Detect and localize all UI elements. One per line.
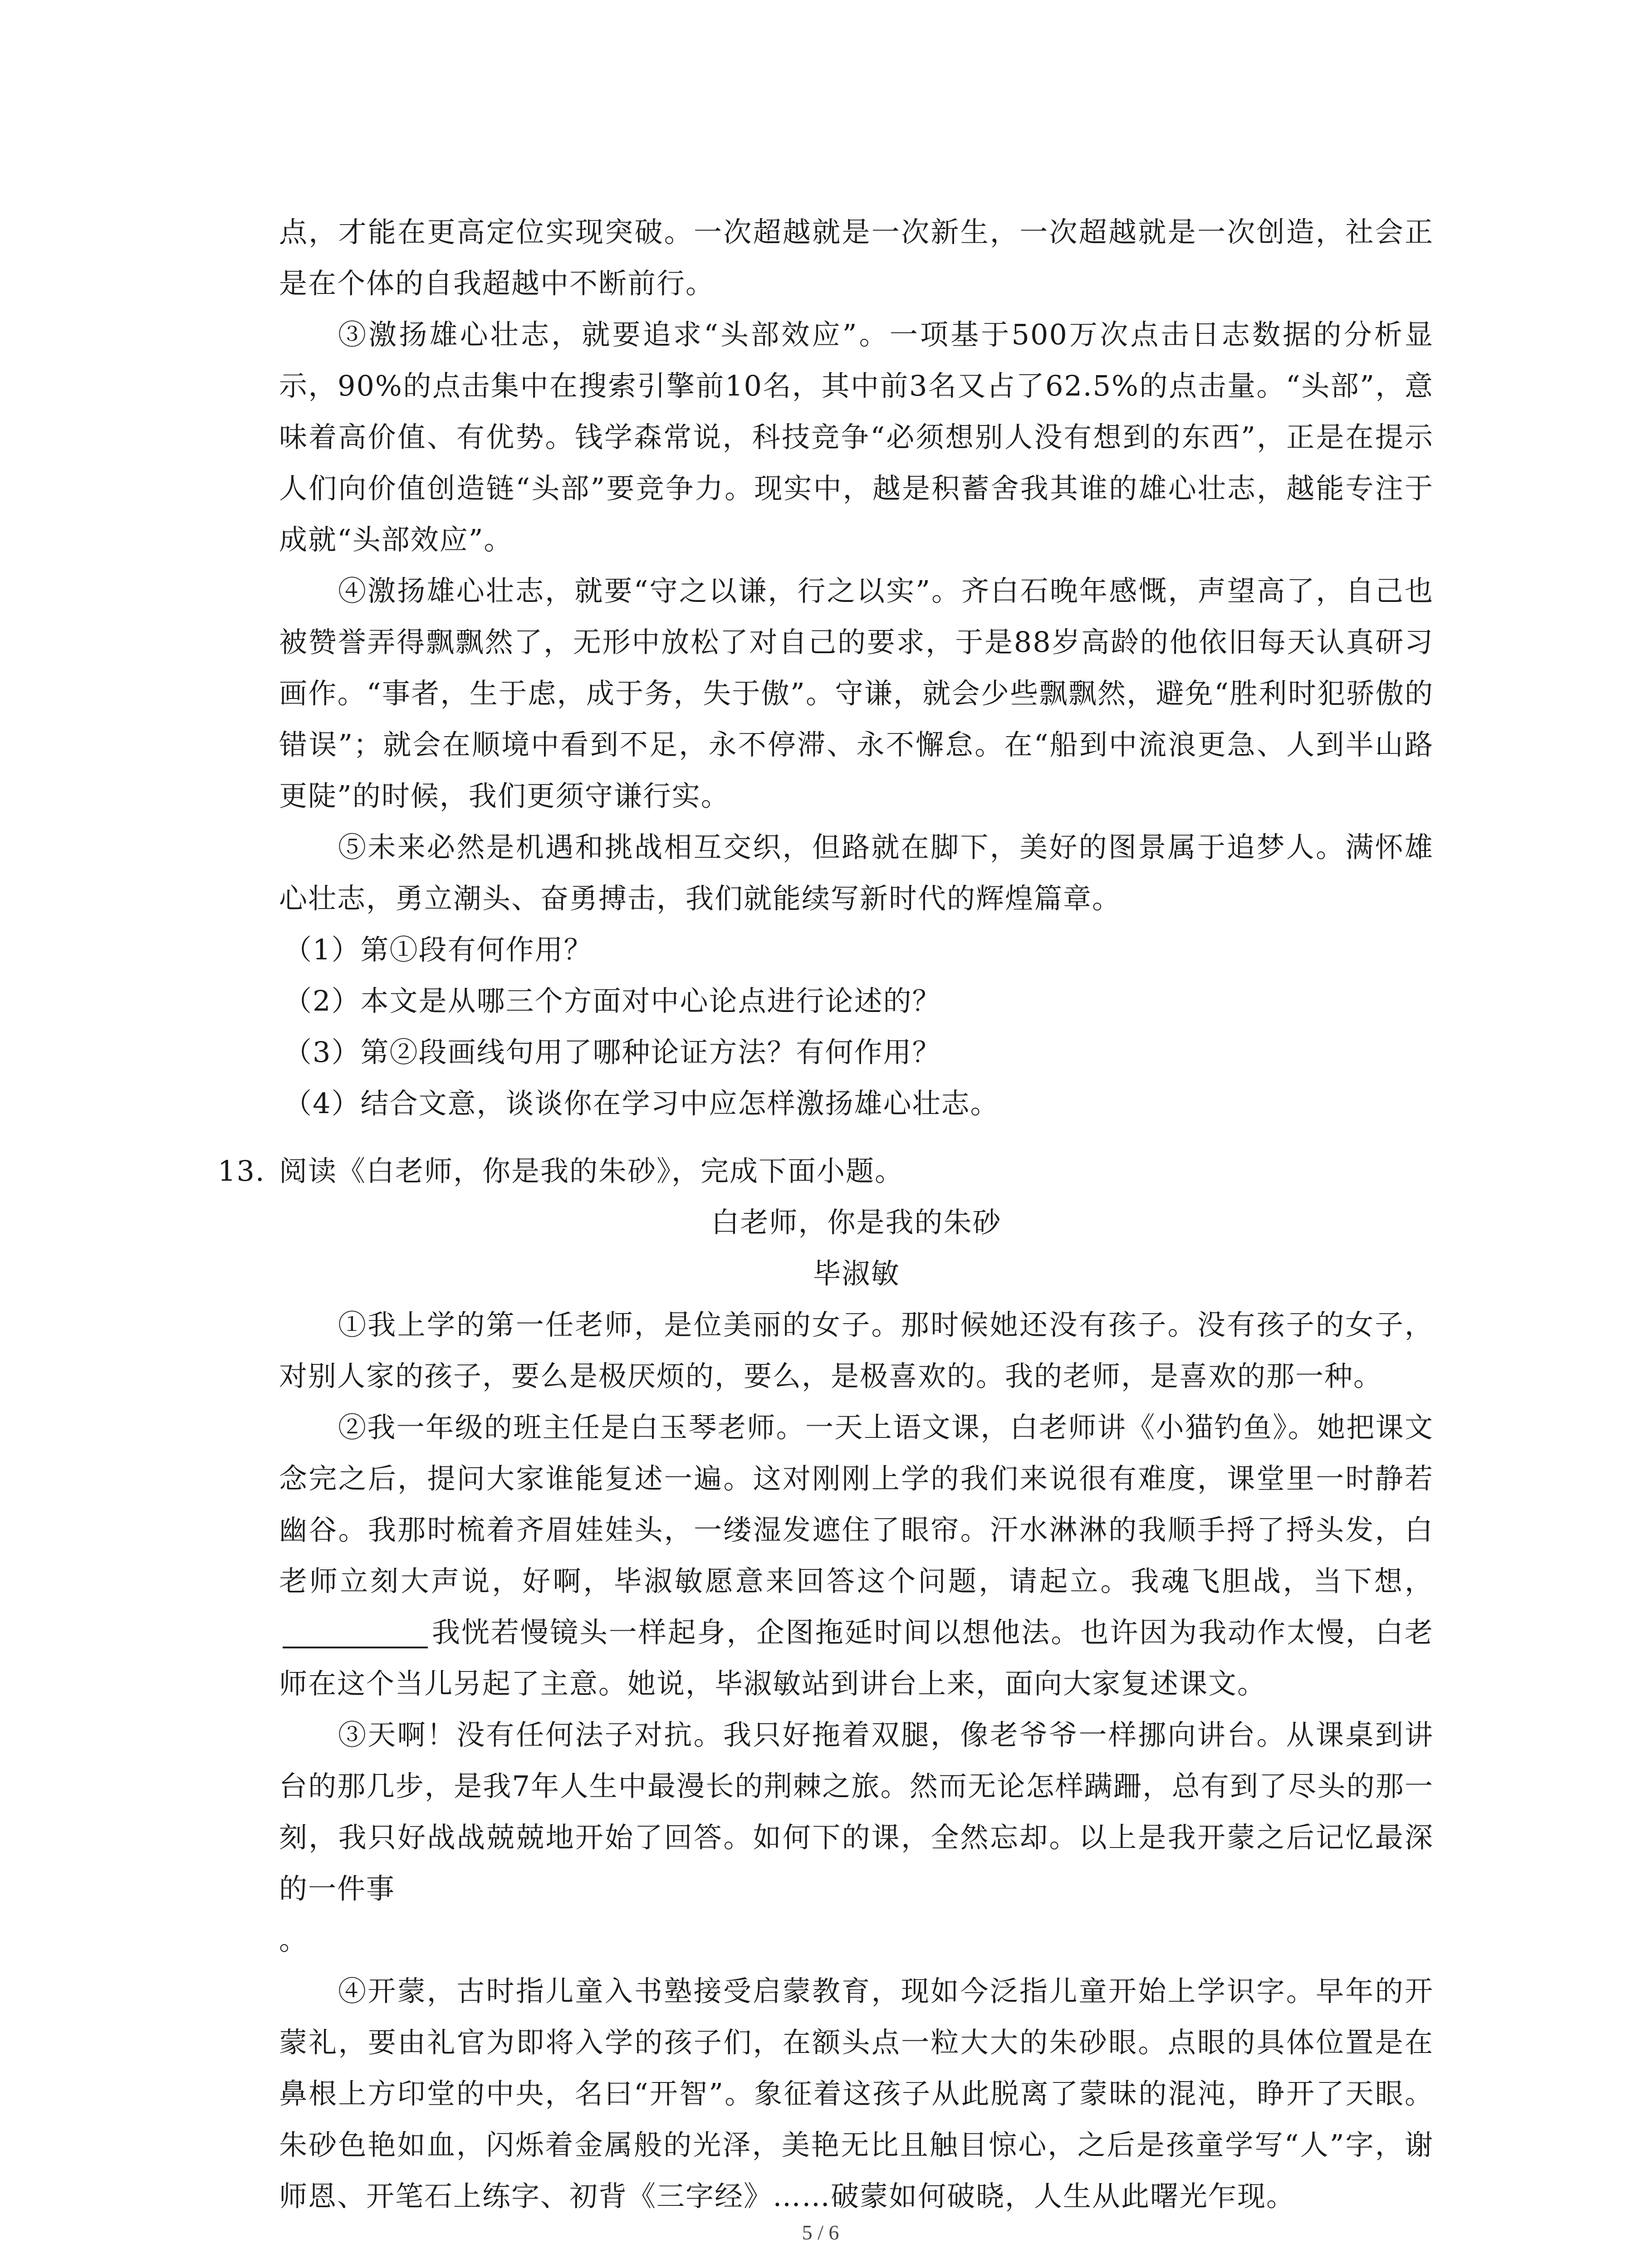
passage12-paragraph-continued: 点，才能在更高定位实现突破。一次超越就是一次新生，一次超越就是一次创造，社会正是在个体的自我超越中不断前行。 — [279, 215, 1434, 300]
question-item-3: （3）第②段画线句用了哪种论证方法？有何作用？ — [284, 1036, 941, 1069]
question-item-1: （1）第①段有何作用？ — [284, 933, 593, 966]
question-number: 13. — [218, 1154, 265, 1188]
page-number: 5 / 6 — [802, 2221, 839, 2244]
passage12-paragraph-4: ④激扬雄心壮志，就要“守之以谦，行之以实”。齐白石晚年感慨，声望高了，自己也被赞誉弄得飘飘然了，无形中放松了对自己的要求，于是88岁高龄的他依旧每天认真研习画作。“事者，生于虑，成于务，失于傲”。守谦，就会少些飘飘然，避免“胜利时犯骄傲的错误”；就会在顺境中看到不足，永不停滞、永不懈怠。在“船到中流浪更急、人到半山路更陡”的时候，我们更须守谦行实。 — [279, 574, 1434, 812]
article-paragraph-3: ③天啊！没有任何法子对抗。我只好拖着双腿，像老爷爷一样挪向讲台。从课桌到讲台的那几步，是我7年人生中最漫长的荆棘之旅。然而无论怎样蹒跚，总有到了尽头的那一刻，我只好战战兢兢地开始了回答。如何下的课，全然忘却。以上是我开蒙之后记忆最深的一件事 — [279, 1718, 1434, 1905]
fill-in-blank — [283, 1618, 428, 1648]
article-paragraph-1: ①我上学的第一任老师，是位美丽的女子。那时候她还没有孩子。没有孩子的女子，对别人家的孩子，要么是极厌烦的，要么，是极喜欢的。我的老师，是喜欢的那一种。 — [279, 1308, 1434, 1393]
question-13-prompt — [218, 1145, 1434, 1197]
article-paragraph-3-end: 。 — [279, 1923, 309, 1956]
page-content — [218, 206, 1434, 2222]
article-paragraph-2-before-blank: ②我一年级的班主任是白玉琴老师。一天上语文课，白老师讲《小猫钓鱼》。她把课文念完之后，提问大家谁能复述一遍。这对刚刚上学的我们来说很有难度，课堂里一时静若幽谷。我那时梳着齐眉娃娃头，一缕湿发遮住了眼帘。汗水淋淋的我顺手捋了捋头发，白老师立刻大声说，好啊，毕淑敏愿意来回答这个问题，请起立。我魂飞胆战，当下想， — [279, 1411, 1434, 1598]
article-paragraph-4: ④开蒙，古时指儿童入书塾接受启蒙教育，现如今泛指儿童开始上学识字。早年的开蒙礼，要由礼官为即将入学的孩子们，在额头点一粒大大的朱砂眼。点眼的具体位置是在鼻根上方印堂的中央，名曰“开智”。象征着这孩子从此脱离了蒙昧的混沌，睁开了天眼。朱砂色艳如血，闪烁着金属般的光泽，美艳无比且触目惊心，之后是孩童学写“人”字，谢师恩、开笔石上练字、初背《三字经》……破蒙如何破晓，人生从此曙光乍现。 — [279, 1975, 1434, 2213]
article-title: 白老师，你是我的朱砂 — [711, 1206, 1002, 1239]
article-paragraph-2 — [279, 1402, 1434, 1709]
question-list — [279, 924, 1434, 1129]
question-item-2: （2）本文是从哪三个方面对中心论点进行论述的？ — [284, 984, 941, 1017]
article-paragraph-2-after-blank: 我恍若慢镜头一样起身，企图拖延时间以想他法。也许因为我动作太慢，白老师在这个当儿另起了主意。她说，毕淑敏站到讲台上来，面向大家复述课文。 — [279, 1616, 1434, 1700]
question-item-4: （4）结合文意，谈谈你在学习中应怎样激扬雄心壮志。 — [284, 1087, 999, 1120]
article-author: 毕淑敏 — [813, 1257, 900, 1290]
question-prompt-text: 阅读《白老师，你是我的朱砂》，完成下面小题。 — [279, 1154, 904, 1188]
passage12-paragraph-5: ⑤未来必然是机遇和挑战相互交织，但路就在脚下，美好的图景属于追梦人。满怀雄心壮志，勇立潮头、奋勇搏击，我们就能续写新时代的辉煌篇章。 — [279, 831, 1434, 915]
passage12-paragraph-3: ③激扬雄心壮志，就要追求“头部效应”。一项基于500万次点击日志数据的分析显示，90%的点击集中在搜索引擎前10名，其中前3名又占了62.5%的点击量。“头部”，意味着高价值、有优势。钱学森常说，科技竞争“必须想别人没有想到的东西”，正是在提示人们向价值创造链“头部”要竞争力。现实中，越是积蓄舍我其谁的雄心壮志，越能专注于成就“头部效应”。 — [279, 318, 1434, 556]
